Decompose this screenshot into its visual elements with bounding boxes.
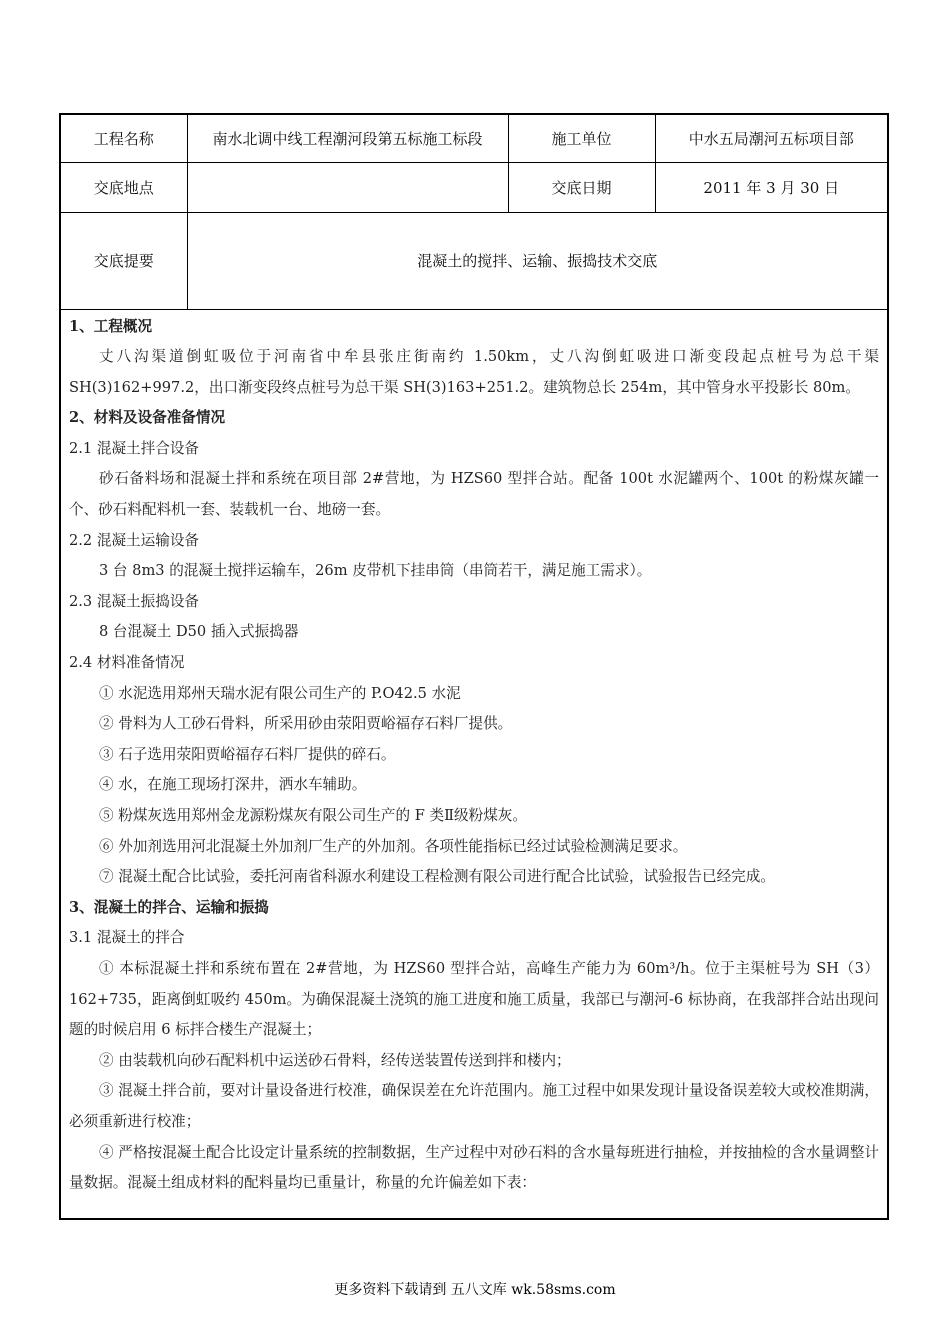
section-2-3-paragraph: 8 台混凝土 D50 插入式振捣器: [99, 623, 299, 641]
date-value: 2011 年 3 月 30 日: [655, 162, 887, 212]
summary-value: 混凝土的搅拌、运输、振捣技术交底: [187, 212, 887, 309]
section-1-title: 1、工程概况: [69, 317, 153, 335]
section-2-4-title: 2.4 材料准备情况: [69, 654, 185, 672]
project-name-label: 工程名称: [61, 115, 187, 162]
section-3-title: 3、混凝土的拌合、运输和振捣: [69, 898, 269, 916]
project-name-value: 南水北调中线工程潮河段第五标施工标段: [187, 115, 508, 162]
material-item: ③ 石子选用荥阳贾峪福存石料厂提供的碎石。: [99, 745, 396, 763]
mixing-paragraph-4: ④ 严格按混凝土配合比设定计量系统的控制数据，生产过程中对砂石料的含水量每班进行抽检，并按抽检的含水量调整计量数据。混凝土组成材料的配料量均已重量计，称量的允许偏差如下表：: [69, 1143, 879, 1192]
location-label: 交底地点: [61, 162, 187, 212]
material-item: ⑤ 粉煤灰选用郑州金龙源粉煤灰有限公司生产的 F 类Ⅱ级粉煤灰。: [99, 807, 527, 824]
contractor-label: 施工单位: [508, 115, 655, 162]
material-item: ④ 水，在施工现场打深井，洒水车辅助。: [99, 776, 367, 794]
section-2-2-paragraph: 3 台 8m3 的混凝土搅拌运输车，26m 皮带机下挂串筒（串筒若干，满足施工需求）。: [99, 562, 652, 580]
material-item: ⑦ 混凝土配合比试验，委托河南省科源水利建设工程检测有限公司进行配合比试验，试验报告已经完成。: [99, 868, 775, 886]
date-label: 交底日期: [508, 162, 655, 212]
section-1-paragraph: 丈八沟渠道倒虹吸位于河南省中牟县张庄街南约 1.50km，丈八沟倒虹吸进口渐变段起点桩号为总干渠 SH(3)162+997.2，出口渐变段终点桩号为总干渠 SH(3)163+251.2。建筑物总长 254m，其中管身水平投影长 80m。: [69, 348, 879, 396]
section-3-1-title: 3.1 混凝土的拌合: [69, 929, 185, 947]
disclosure-body: [61, 310, 887, 1199]
section-2-3-title: 2.3 混凝土振捣设备: [69, 592, 200, 610]
material-item: ② 骨料为人工砂石骨料，所采用砂由荥阳贾峪福存石料厂提供。: [99, 715, 513, 733]
section-2-2-title: 2.2 混凝土运输设备: [69, 531, 200, 549]
disclosure-form: [59, 113, 889, 1220]
contractor-value: 中水五局潮河五标项目部: [655, 115, 887, 162]
material-item: ⑥ 外加剂选用河北混凝土外加剂厂生产的外加剂。各项性能指标已经过试验检测满足要求。: [99, 837, 688, 855]
section-2-title: 2、材料及设备准备情况: [69, 409, 226, 427]
material-item: ① 水泥选用郑州天瑞水泥有限公司生产的 P.O42.5 水泥: [99, 684, 461, 702]
mixing-paragraph-2: ② 由装载机向砂石配料机中运送砂石骨料，经传送装置传送到拌和楼内；: [99, 1051, 571, 1069]
mixing-paragraph-3: ③ 混凝土拌合前，要对计量设备进行校准，确保误差在允许范围内。施工过程中如果发现计量设备误差较大或校准期满，必须重新进行校准；: [69, 1082, 879, 1130]
mixing-paragraph-1: ① 本标混凝土拌和系统布置在 2#营地，为 HZS60 型拌合站，高峰生产能力为 60m³/h。位于主渠桩号为 SH（3）162+735，距离倒虹吸约 450m。为确保混凝土浇筑的施工进度和施工质量，我部已与潮河-6 标协商，在我部拌合站出现问题的时候启用 6 标拌合楼生产混凝土；: [69, 959, 879, 1039]
section-2-1-paragraph: 砂石备料场和混凝土拌和系统在项目部 2#营地，为 HZS60 型拌合站。配备 100t 水泥罐两个、100t 的粉煤灰罐一个、砂石料配料机一套、装载机一台、地磅一套。: [69, 470, 879, 519]
summary-label: 交底提要: [61, 212, 187, 309]
section-2-1-title: 2.1 混凝土拌合设备: [69, 439, 200, 457]
header-table: [61, 115, 887, 310]
location-value: [187, 162, 508, 212]
download-footer: 更多资料下载请到 五八文库 wk.58sms.com: [334, 1282, 616, 1298]
